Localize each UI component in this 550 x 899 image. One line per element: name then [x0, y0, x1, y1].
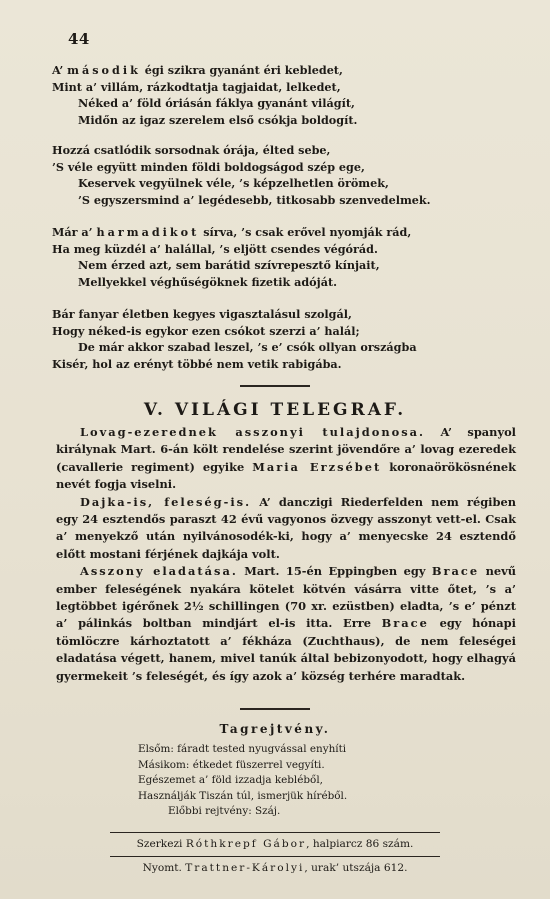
verse-line: ’S egyszersmind a’ legédesebb, titkosabb szenvedelmek.	[78, 192, 431, 207]
riddle-line: Egészemet a’ föld izzadja kebléből,	[138, 774, 323, 787]
printer-line: Nyomt. Trattner-Károlyi, urak’ utszája 612.	[142, 862, 408, 874]
riddle-line: Másikom: étkedet füszerrel vegyíti.	[138, 758, 325, 771]
poem-stanza-4	[52, 306, 512, 372]
verse-line: Mint a’ villám, rázkodtatja tagjaidat, lelkedet,	[52, 79, 341, 94]
divider-rule	[240, 708, 310, 710]
poem-stanza-2	[52, 142, 512, 208]
verse-line: Hogy néked-is egykor ezen csókot szerzi a’ halál;	[52, 323, 360, 338]
poem-stanza-1	[52, 62, 512, 128]
news-item-2: Dajka-is, feleség-is. A’ danczigi Riederfelden nem régiben egy 24 esztendős paraszt 42 évű vagyonos özvegy asszonyt vett-el. Csak a’ menyekző után nyilvánosodék-ki, hogy a’ menyecske 24 esztendő előtt mostani férjének dajkája volt.	[56, 494, 516, 561]
riddle-line: Elsőm: fáradt tested nyugvással enyhíti	[138, 743, 347, 755]
verse-line: De már akkor szabad leszel, ’s e’ csók ollyan országba	[78, 340, 417, 355]
riddle-title: Tagrejtvény.	[219, 722, 331, 736]
news-item-1: Lovag-ezerednek asszonyi tulajdonosa. A’ spanyol királynak Mart. 6-án költ rendelése szerint jövendőre a’ lovag ezeredek (cavallerie regiment) egyike Maria Erzsébet koronaörökösnének nevét fogja viselni.	[56, 425, 517, 492]
verse-line: Keservek vegyülnek véle, ’s képzelhetlen örömek,	[78, 176, 389, 191]
divider-rule	[110, 856, 440, 857]
riddle	[138, 742, 347, 820]
verse-line: A’ második égi szikra gyanánt éri kebledet,	[52, 63, 343, 77]
riddle-line: Használják Tiszán túl, ismerjük híréből.	[138, 789, 348, 802]
verse-line: Néked a’ föld óriásán fáklya gyanánt világít,	[78, 96, 355, 111]
verse-line: Nem érzed azt, sem barátid szívrepesztő kínjait,	[78, 258, 380, 273]
news-item-3: Asszony eladatása. Mart. 15-én Eppingben egy Brace nevű ember feleségének nyakára kötelet kötvén vásárra vitte őtet, ’s a’ legtöbbet igérőnek 2½ schillingen (70 xr. ezüstben) eladta, ’s e’ pénzt a’ pálinkás boltban mindjárt el-is itta. Erre Brace egy hónapi tömlöczre kárhoztatott a’ fékháza (Zuchthaus), de nem feleségei eladatása végett, hanem, mivel tanúk által bebizonyodott, hogy elhagyá gyermekeit ’s feleségét, és így azok a’ község terhére maradtak.	[56, 564, 516, 683]
news-column	[56, 424, 516, 685]
divider-rule	[240, 385, 310, 387]
divider-rule	[110, 832, 440, 833]
poem-stanza-3	[52, 224, 512, 290]
verse-line: Már a’ harmadikot sírva, ’s csak erővel nyomják rád,	[52, 225, 412, 239]
editor-line: Szerkezi Róthkrepf Gábor, halpiarcz 86 szám.	[136, 838, 414, 850]
page-number: 44	[68, 30, 90, 48]
verse-line: Bár fanyar életben kegyes vigasztalásul szolgál,	[52, 307, 352, 321]
section-title: V. VILÁGI TELEGRAF.	[143, 400, 407, 420]
verse-line: Midőn az igaz szerelem első csókja boldogít.	[78, 112, 358, 127]
riddle-line: Előbbi rejtvény: Száj.	[168, 805, 281, 818]
verse-line: Kisér, hol az erényt többé nem vetik rabigába.	[52, 356, 342, 371]
verse-line: Ha meg küzdél a’ halállal, ’s eljött csendes végórád.	[52, 241, 378, 256]
verse-line: ’S véle együtt minden földi boldogságod szép ege,	[52, 159, 365, 174]
verse-line: Hozzá csatlódik sorsodnak órája, élted sebe,	[52, 143, 331, 157]
verse-line: Mellyekkel véghűségöknek fizetik adóját.	[78, 274, 338, 289]
